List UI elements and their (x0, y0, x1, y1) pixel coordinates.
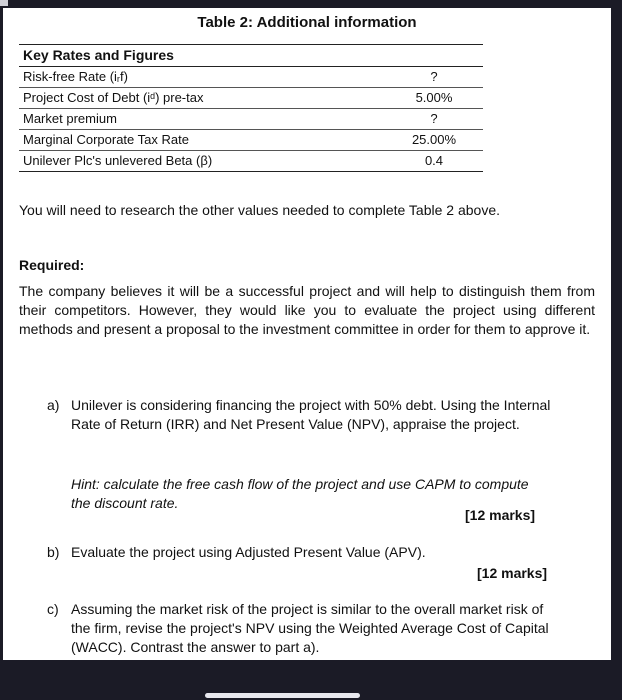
table-title: Table 2: Additional information (197, 14, 417, 31)
document-page (3, 8, 611, 660)
row-value: ? (430, 111, 438, 126)
table-header: Key Rates and Figures (19, 45, 483, 67)
row-value: ? (430, 69, 438, 84)
row-label: Unilever Plc's unlevered Beta (β) (23, 153, 213, 168)
row-label: Project Cost of Debt (iᵈ) pre-tax (23, 90, 204, 105)
question-a-text: Unilever is considering financing the project with 50% debt. Using the Internal Rate of Return (IRR) and Net Present Value (NPV), appraise the project. (71, 397, 551, 432)
required-heading: Required: (19, 257, 85, 273)
question-b-marks: [12 marks] (477, 565, 548, 581)
table-row (19, 88, 483, 109)
table-row (19, 130, 483, 151)
row-label: Marginal Corporate Tax Rate (23, 132, 189, 147)
key-rates-table (19, 44, 483, 172)
row-value: 5.00% (415, 90, 453, 105)
home-indicator-bar[interactable] (205, 693, 360, 698)
row-label: Risk-free Rate (iᵣf) (23, 69, 128, 84)
row-value: 0.4 (424, 153, 444, 168)
question-c-marker: c) (47, 601, 59, 617)
table-row (19, 109, 483, 130)
question-a-hint: Hint: calculate the free cash flow of the project and use CAPM to compute the discount rate. (71, 476, 529, 511)
question-b-marker: b) (47, 544, 60, 560)
question-a-marks: [12 marks] (465, 507, 536, 523)
question-a-marker: a) (47, 397, 60, 413)
row-value: 25.00% (411, 132, 457, 147)
table-row (19, 151, 483, 171)
screen-corner-mark (0, 0, 8, 6)
question-c-text: Assuming the market risk of the project is similar to the overall market risk of the firm, revise the project's NPV using the Weighted Average Cost of Capital (WACC). Contrast the answer to part a). (71, 601, 549, 655)
question-b-text: Evaluate the project using Adjusted Present Value (APV). (71, 544, 426, 560)
table-row (19, 67, 483, 88)
research-note: You will need to research the other values needed to complete Table 2 above. (19, 202, 500, 218)
row-label: Market premium (23, 111, 117, 126)
required-body: The company believes it will be a successful project and will help to distinguish them from their competitors. However, they would like you to evaluate the project using different methods and present a proposal to the investment committee in order for them to approve it. (19, 283, 595, 337)
